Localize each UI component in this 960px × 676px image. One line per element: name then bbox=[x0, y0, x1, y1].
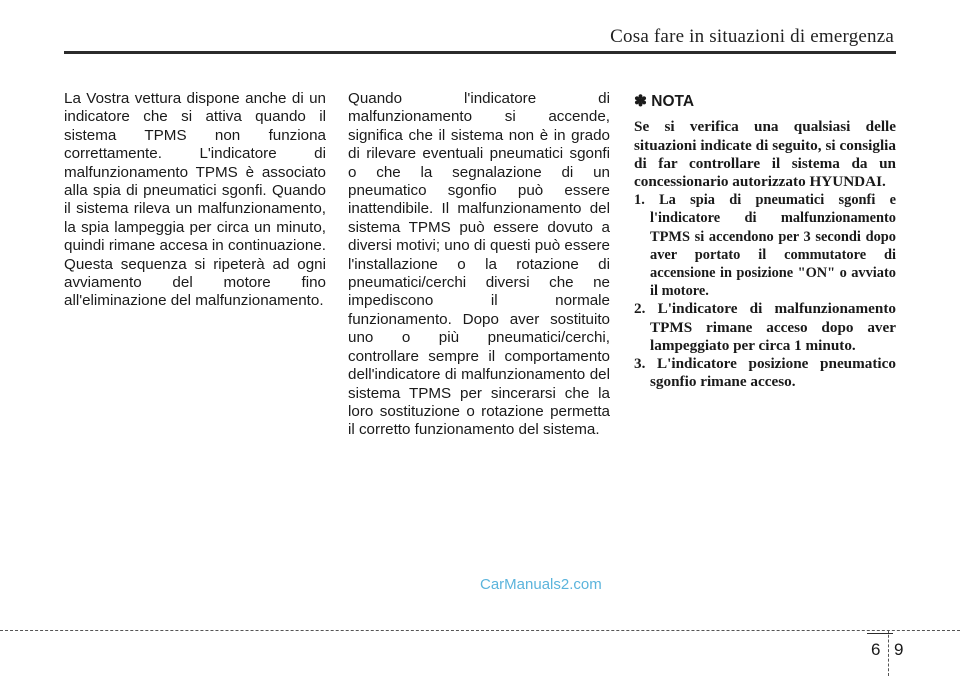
middle-column-paragraph: Quando l'indicatore di malfunzionamento si accende, significa che il sistema non è in grado di rilevare eventuali pneumatici sgonfi o che la segnalazione di un pneumatico sgonfio può essere inattendibile. Il malfunzionamento del sistema TPMS può essere dovuto a diversi motivi; uno di questi può essere l'installazione o la rotazione di pneumatici/cerchi diversi che ne impediscono il normale funzionamento. Dopo aver sostituito uno o più pneumatici/cerchi, controllare sempre il comportamento dell'indicatore di malfunzionamento del sistema TPMS per sincerarsi che la loro sostituzione o rotazione permetta il corretto funzionamento del sistema. bbox=[348, 90, 610, 439]
note-intro: Se si verifica una qualsiasi delle situazioni indicate di seguito, si consiglia di far controllare il sistema da un concessionario autorizzato HYUNDAI. bbox=[634, 118, 896, 191]
note-heading: ✽ NOTA bbox=[634, 93, 695, 110]
note-list bbox=[634, 191, 896, 391]
note-item: 3. L'indicatore posizione pneumatico sgonfio rimane acceso. bbox=[634, 355, 896, 391]
page-number: 9 bbox=[894, 640, 904, 659]
footer-divider bbox=[0, 630, 960, 631]
watermark-link[interactable]: CarManuals2.com bbox=[480, 576, 602, 593]
section-title: Cosa fare in situazioni di emergenza bbox=[610, 26, 894, 47]
note-item: 1. La spia di pneumatici sgonfi e l'indicatore di malfunzionamento TPMS si accendono per 3 secondi dopo aver portato il commutatore di accensione in posizione "ON" o avviato il motore. bbox=[634, 192, 896, 300]
page-number-separator bbox=[888, 630, 889, 676]
note-box bbox=[634, 93, 896, 391]
chapter-number: 6 bbox=[871, 640, 881, 659]
note-item: 2. L'indicatore di malfunzionamento TPMS rimane acceso dopo aver lampeggiato per circa 1 minuto. bbox=[634, 300, 896, 354]
left-column-paragraph: La Vostra vettura dispone anche di un indicatore che si attiva quando il sistema TPMS non funziona correttamente. L'indicatore di malfunzionamento TPMS è associato alla spia di pneumatici sgonfi. Quando il sistema rileva un malfunzionamento, la spia lampeggia per circa un minuto, quindi rimane accesa in continuazione. Questa sequenza si ripeterà ad ogni avviamento del motore fino all'eliminazione del malfunzionamento. bbox=[64, 90, 326, 310]
page-number-tick bbox=[867, 633, 893, 634]
header-divider bbox=[64, 51, 896, 54]
